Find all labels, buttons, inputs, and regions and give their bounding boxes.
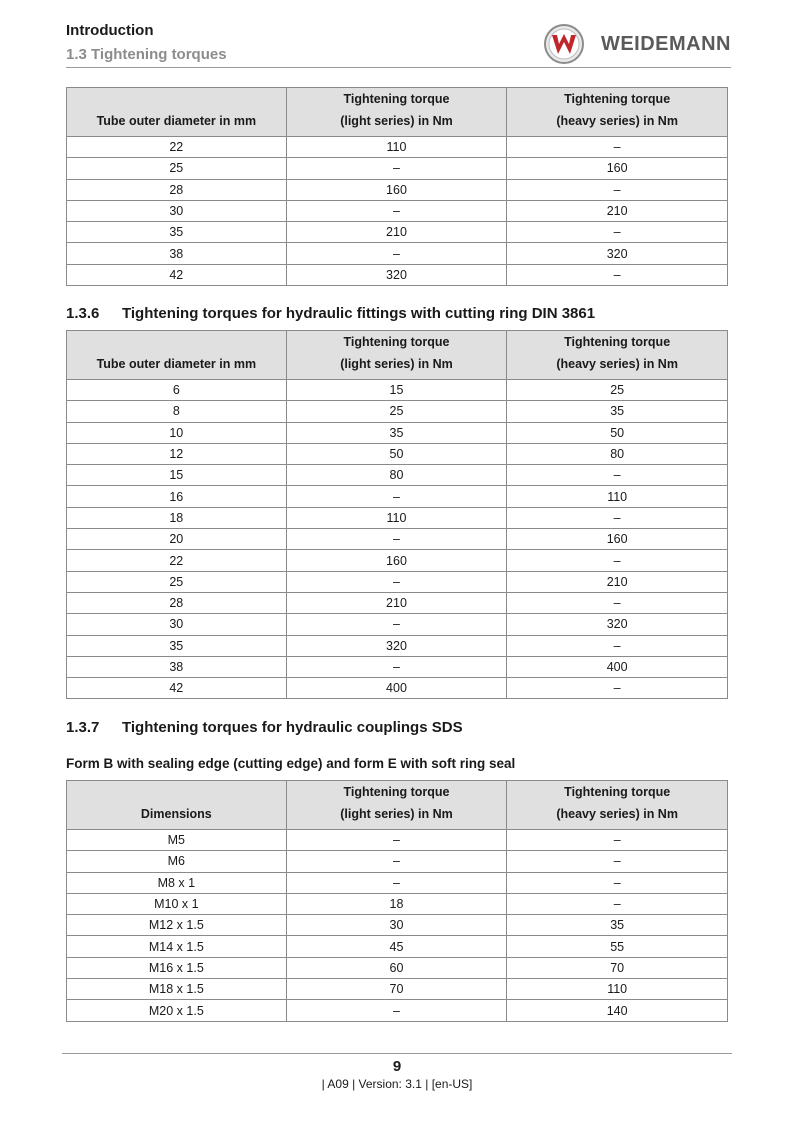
section-heading-1-3-6 xyxy=(66,305,595,322)
torque-table-continued xyxy=(66,87,728,286)
table-row xyxy=(67,529,728,550)
table-row xyxy=(67,1000,728,1021)
light-torque-cell: 70 xyxy=(286,979,507,1000)
heavy-torque-cell: 210 xyxy=(507,571,728,592)
chapter-title: Introduction xyxy=(66,22,154,39)
heavy-torque-cell: 55 xyxy=(507,936,728,957)
table-row xyxy=(67,635,728,656)
table-row xyxy=(67,656,728,677)
light-torque-cell: 210 xyxy=(286,222,507,243)
table-row xyxy=(67,507,728,528)
light-torque-cell: 320 xyxy=(286,635,507,656)
heavy-torque-cell: – xyxy=(507,179,728,200)
heavy-torque-cell: 140 xyxy=(507,1000,728,1021)
dimension-cell: 10 xyxy=(67,422,287,443)
dimension-cell: M8 x 1 xyxy=(67,872,287,893)
document-info: | A09 | Version: 3.1 | [en-US] xyxy=(321,1077,473,1091)
dimension-cell: 28 xyxy=(67,592,287,613)
dimension-cell: 16 xyxy=(67,486,287,507)
heavy-torque-cell: 400 xyxy=(507,656,728,677)
dimension-cell: 38 xyxy=(67,243,287,264)
section-heading-text: Tightening torques for hydraulic fittings with cutting ring DIN 3861 xyxy=(122,305,596,322)
light-torque-cell: – xyxy=(286,571,507,592)
dimension-cell: 28 xyxy=(67,179,287,200)
light-torque-cell: 30 xyxy=(286,915,507,936)
dimension-cell: 20 xyxy=(67,529,287,550)
column-header-dimensions: Dimensions xyxy=(67,781,287,830)
table-row xyxy=(67,936,728,957)
heavy-torque-cell: 110 xyxy=(507,486,728,507)
table-row xyxy=(67,137,728,158)
dimension-cell: 30 xyxy=(67,200,287,221)
dimension-cell: M12 x 1.5 xyxy=(67,915,287,936)
light-torque-cell: – xyxy=(286,656,507,677)
light-torque-cell: – xyxy=(286,486,507,507)
dimension-cell: 22 xyxy=(67,550,287,571)
table-row xyxy=(67,200,728,221)
footer-divider xyxy=(62,1053,732,1054)
light-torque-cell: 50 xyxy=(286,443,507,464)
coupling-torque-table xyxy=(66,780,728,1022)
section-heading-1-3-7 xyxy=(66,719,463,736)
table-row xyxy=(67,380,728,401)
section-number: 1.3.7 xyxy=(66,719,100,736)
table-row xyxy=(67,678,728,699)
table-row xyxy=(67,443,728,464)
light-torque-cell: 160 xyxy=(286,179,507,200)
heavy-torque-cell: 160 xyxy=(507,529,728,550)
table-row xyxy=(67,957,728,978)
light-torque-cell: – xyxy=(286,243,507,264)
light-torque-cell: 35 xyxy=(286,422,507,443)
heavy-torque-cell: 320 xyxy=(507,243,728,264)
table-header-row xyxy=(67,88,728,137)
heavy-torque-cell: 35 xyxy=(507,401,728,422)
dimension-cell: M20 x 1.5 xyxy=(67,1000,287,1021)
light-torque-cell: 80 xyxy=(286,465,507,486)
column-header-light: Tightening torque (light series) in Nm xyxy=(286,331,507,380)
table-row xyxy=(67,158,728,179)
heavy-torque-cell: – xyxy=(507,872,728,893)
light-torque-cell: – xyxy=(286,529,507,550)
table-row xyxy=(67,893,728,914)
weidemann-logo-icon xyxy=(543,23,585,65)
brand-name: WEIDEMANN xyxy=(600,32,731,55)
dimension-cell: 18 xyxy=(67,507,287,528)
section-number: 1.3.6 xyxy=(66,305,100,322)
dimension-cell: M6 xyxy=(67,851,287,872)
heavy-torque-cell: – xyxy=(507,893,728,914)
table-header-row xyxy=(67,781,728,830)
page-number: 9 xyxy=(392,1058,402,1075)
dimension-cell: 8 xyxy=(67,401,287,422)
heavy-torque-cell: – xyxy=(507,851,728,872)
table-row xyxy=(67,222,728,243)
column-header-light: Tightening torque (light series) in Nm xyxy=(286,781,507,830)
heavy-torque-cell: – xyxy=(507,222,728,243)
table-row xyxy=(67,486,728,507)
page-header xyxy=(66,20,731,68)
dimension-cell: 42 xyxy=(67,678,287,699)
column-header-diameter: Tube outer diameter in mm xyxy=(67,88,287,137)
heavy-torque-cell: – xyxy=(507,137,728,158)
table-row xyxy=(67,401,728,422)
dimension-cell: 12 xyxy=(67,443,287,464)
dimension-cell: 6 xyxy=(67,380,287,401)
light-torque-cell: 15 xyxy=(286,380,507,401)
column-header-light: Tightening torque (light series) in Nm xyxy=(286,88,507,137)
dimension-cell: 35 xyxy=(67,635,287,656)
heavy-torque-cell: 25 xyxy=(507,380,728,401)
dimension-cell: M14 x 1.5 xyxy=(67,936,287,957)
dimension-cell: 38 xyxy=(67,656,287,677)
light-torque-cell: 110 xyxy=(286,137,507,158)
table-row xyxy=(67,592,728,613)
section-title: 1.3 Tightening torques xyxy=(66,46,227,63)
cutting-ring-torque-table xyxy=(66,330,728,699)
heavy-torque-cell: 210 xyxy=(507,200,728,221)
table-row xyxy=(67,179,728,200)
table-row xyxy=(67,243,728,264)
light-torque-cell: 60 xyxy=(286,957,507,978)
light-torque-cell: – xyxy=(286,851,507,872)
light-torque-cell: – xyxy=(286,872,507,893)
dimension-cell: 25 xyxy=(67,158,287,179)
heavy-torque-cell: – xyxy=(507,507,728,528)
heavy-torque-cell: – xyxy=(507,830,728,851)
heavy-torque-cell: – xyxy=(507,678,728,699)
column-header-heavy: Tightening torque (heavy series) in Nm xyxy=(507,781,728,830)
dimension-cell: 15 xyxy=(67,465,287,486)
table-body xyxy=(67,380,728,699)
heavy-torque-cell: – xyxy=(507,264,728,285)
section-heading-text: Tightening torques for hydraulic couplings SDS xyxy=(122,719,463,736)
table-row xyxy=(67,979,728,1000)
dimension-cell: 30 xyxy=(67,614,287,635)
dimension-cell: 25 xyxy=(67,571,287,592)
table-row xyxy=(67,550,728,571)
heavy-torque-cell: 70 xyxy=(507,957,728,978)
table-row xyxy=(67,830,728,851)
column-header-diameter: Tube outer diameter in mm xyxy=(67,331,287,380)
light-torque-cell: – xyxy=(286,200,507,221)
table-row xyxy=(67,465,728,486)
heavy-torque-cell: – xyxy=(507,635,728,656)
light-torque-cell: 160 xyxy=(286,550,507,571)
light-torque-cell: 45 xyxy=(286,936,507,957)
heavy-torque-cell: – xyxy=(507,465,728,486)
table-row xyxy=(67,872,728,893)
light-torque-cell: – xyxy=(286,614,507,635)
table-row xyxy=(67,571,728,592)
dimension-cell: M16 x 1.5 xyxy=(67,957,287,978)
sub-heading: Form B with sealing edge (cutting edge) and form E with soft ring seal xyxy=(66,756,516,771)
light-torque-cell: 320 xyxy=(286,264,507,285)
heavy-torque-cell: 320 xyxy=(507,614,728,635)
heavy-torque-cell: – xyxy=(507,550,728,571)
light-torque-cell: 400 xyxy=(286,678,507,699)
heavy-torque-cell: 35 xyxy=(507,915,728,936)
dimension-cell: 42 xyxy=(67,264,287,285)
brand-logo xyxy=(543,24,731,64)
heavy-torque-cell: 50 xyxy=(507,422,728,443)
heavy-torque-cell: 160 xyxy=(507,158,728,179)
dimension-cell: 35 xyxy=(67,222,287,243)
heavy-torque-cell: 110 xyxy=(507,979,728,1000)
column-header-heavy: Tightening torque (heavy series) in Nm xyxy=(507,88,728,137)
dimension-cell: M5 xyxy=(67,830,287,851)
table-body xyxy=(67,830,728,1022)
light-torque-cell: 18 xyxy=(286,893,507,914)
table-row xyxy=(67,851,728,872)
dimension-cell: 22 xyxy=(67,137,287,158)
light-torque-cell: 210 xyxy=(286,592,507,613)
heavy-torque-cell: 80 xyxy=(507,443,728,464)
light-torque-cell: 25 xyxy=(286,401,507,422)
light-torque-cell: – xyxy=(286,158,507,179)
heavy-torque-cell: – xyxy=(507,592,728,613)
dimension-cell: M18 x 1.5 xyxy=(67,979,287,1000)
dimension-cell: M10 x 1 xyxy=(67,893,287,914)
light-torque-cell: – xyxy=(286,1000,507,1021)
table-row xyxy=(67,915,728,936)
table-row xyxy=(67,422,728,443)
table-row xyxy=(67,264,728,285)
light-torque-cell: – xyxy=(286,830,507,851)
column-header-heavy: Tightening torque (heavy series) in Nm xyxy=(507,331,728,380)
table-body xyxy=(67,137,728,286)
table-header-row xyxy=(67,331,728,380)
table-row xyxy=(67,614,728,635)
light-torque-cell: 110 xyxy=(286,507,507,528)
